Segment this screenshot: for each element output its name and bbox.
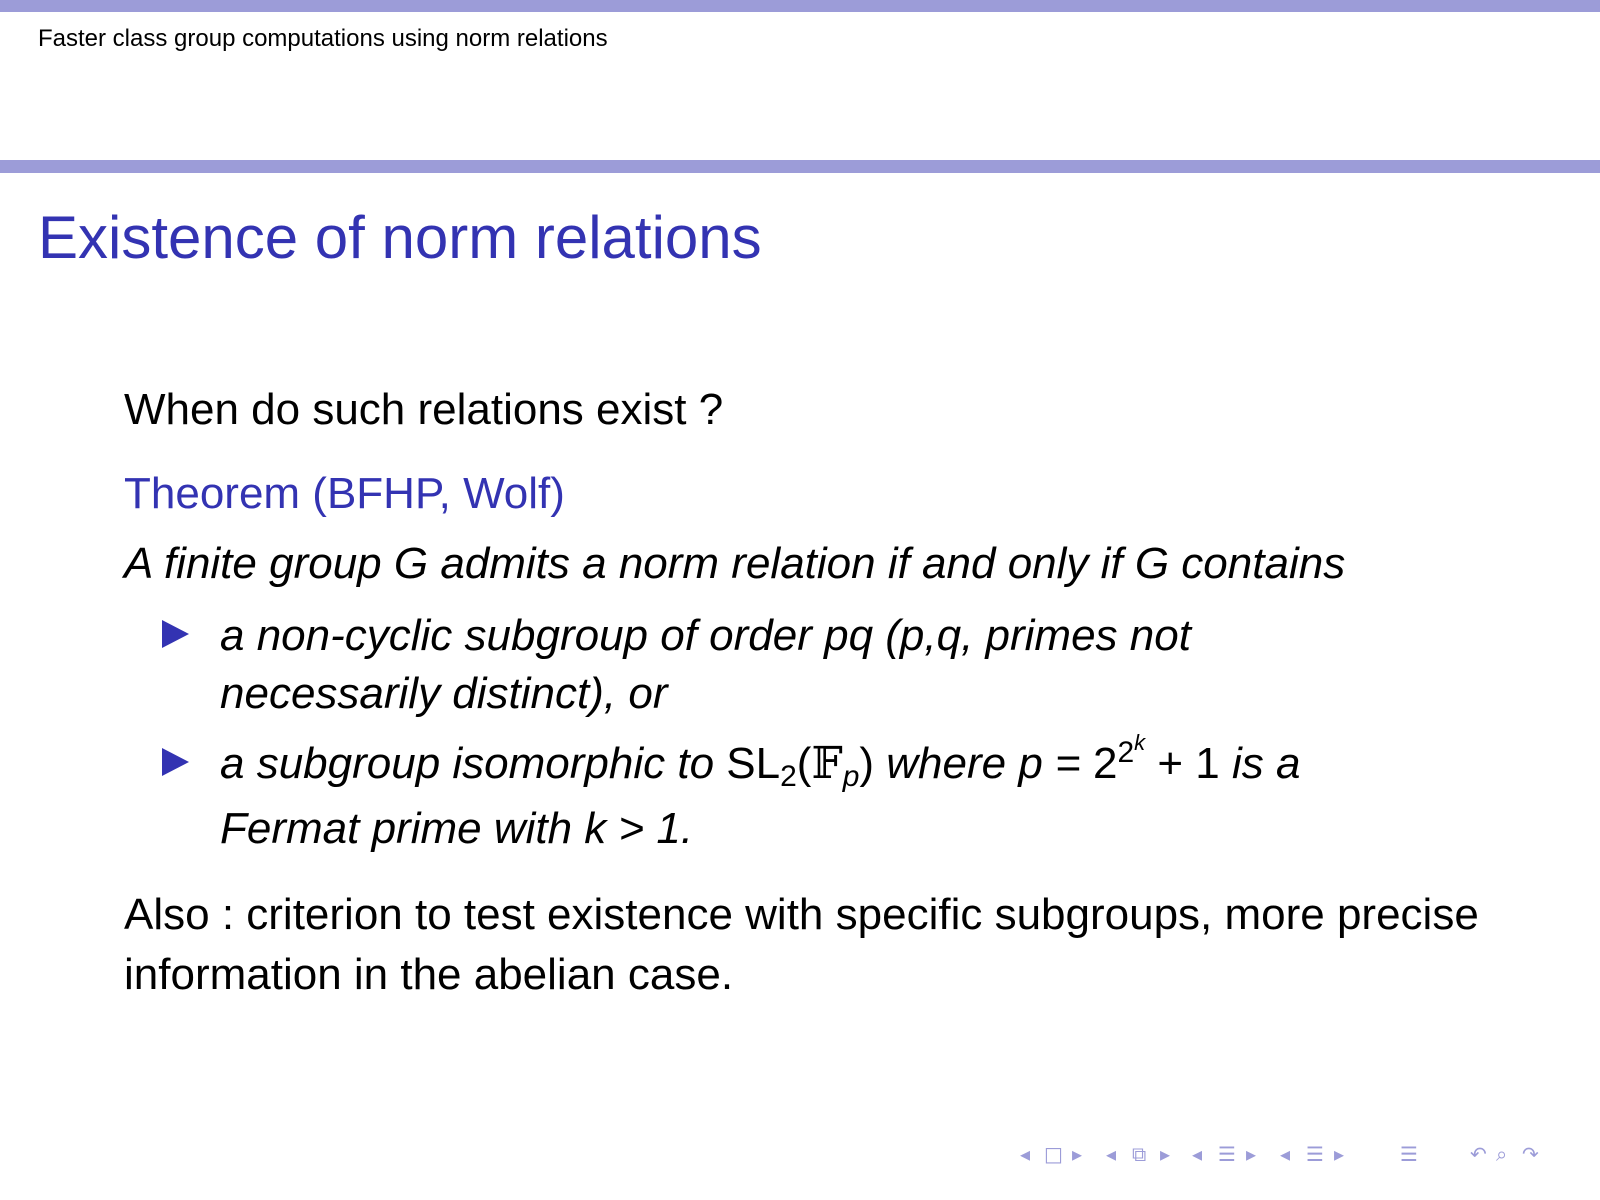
beamer-navigation-bar xyxy=(1020,1140,1580,1168)
condition-plus-one: + 1 xyxy=(1145,739,1232,788)
section-icon[interactable]: ☰ xyxy=(1218,1142,1236,1166)
theorem-statement: A finite group G admits a norm relation if and only if G contains xyxy=(124,539,1346,588)
condition-text xyxy=(220,607,1480,723)
condition-tail: is a xyxy=(1231,739,1301,788)
power-exponent-base: 2 xyxy=(1117,736,1135,769)
bullet-triangle-icon xyxy=(162,620,189,648)
left-arrow-icon[interactable]: ◂ xyxy=(1020,1142,1031,1166)
presentation-title: Faster class group computations using norm relations xyxy=(38,25,608,52)
condition-prefix: a subgroup isomorphic to xyxy=(220,739,727,788)
power-exponent-exponent: k xyxy=(1134,730,1146,755)
special-linear-group-degree: 2 xyxy=(780,760,797,793)
redo-icon[interactable]: ↷ xyxy=(1522,1142,1539,1166)
field-close-paren: ) xyxy=(859,739,875,788)
bullet-triangle-icon xyxy=(162,748,189,776)
intro-question: When do such relations exist ? xyxy=(124,385,724,434)
field-open-paren: ( xyxy=(796,739,812,788)
undo-icon[interactable]: ↶ xyxy=(1470,1142,1487,1166)
section-icon[interactable]: ☰ xyxy=(1306,1142,1324,1166)
top-bar xyxy=(0,0,1600,12)
closing-remark: Also : criterion to test existence with specific subgroups, more precise information in the abelian case. xyxy=(124,890,1479,999)
finite-field-symbol: 𝔽 xyxy=(811,738,843,789)
toc-icon[interactable]: ☰ xyxy=(1400,1142,1418,1166)
subsection-icon[interactable]: ⧉ xyxy=(1132,1142,1147,1166)
condition-line: Fermat prime with k > 1. xyxy=(220,804,694,853)
condition-text xyxy=(220,730,1480,858)
condition-middle: where p = xyxy=(874,739,1093,788)
power-base: 2 xyxy=(1092,739,1118,788)
theorem-title: Theorem (BFHP, Wolf) xyxy=(124,469,565,518)
power-exponent xyxy=(1117,724,1145,784)
search-icon[interactable]: ⌕ xyxy=(1496,1142,1508,1166)
right-arrow-icon[interactable]: ▸ xyxy=(1334,1142,1345,1166)
left-arrow-icon[interactable]: ◂ xyxy=(1280,1142,1291,1166)
special-linear-group: SL xyxy=(726,739,781,788)
frame-title: Existence of norm relations xyxy=(38,204,762,271)
right-arrow-icon[interactable]: ▸ xyxy=(1246,1142,1257,1166)
frame-title-rule xyxy=(0,160,1600,173)
condition-line: a non-cyclic subgroup of order pq (p,q, primes not xyxy=(220,611,1191,660)
finite-field-subscript: p xyxy=(842,760,860,793)
condition-line: necessarily distinct), or xyxy=(220,669,668,718)
left-arrow-icon[interactable]: ◂ xyxy=(1106,1142,1117,1166)
right-arrow-icon[interactable]: ▸ xyxy=(1072,1142,1083,1166)
frame-icon[interactable]: □ xyxy=(1044,1142,1063,1166)
right-arrow-icon[interactable]: ▸ xyxy=(1160,1142,1171,1166)
left-arrow-icon[interactable]: ◂ xyxy=(1192,1142,1203,1166)
